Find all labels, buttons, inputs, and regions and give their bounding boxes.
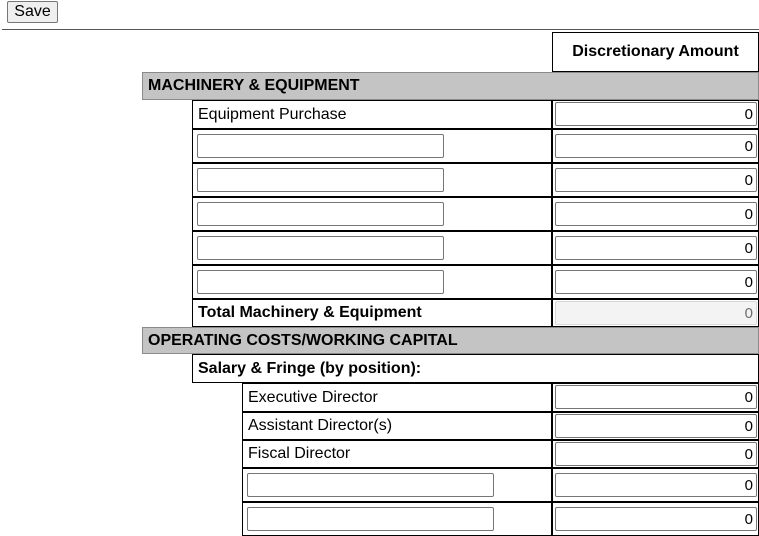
machinery-custom-amount-input[interactable] xyxy=(555,134,757,158)
fiscal-director-amount-input[interactable] xyxy=(555,442,757,466)
save-button[interactable]: Save xyxy=(7,1,58,23)
position-custom-amount-cell xyxy=(552,502,759,536)
divider xyxy=(2,29,759,30)
machinery-custom-name-cell xyxy=(192,197,552,231)
position-custom-amount-cell xyxy=(552,468,759,502)
machinery-custom-name-cell xyxy=(192,129,552,163)
executive-director-amount-input[interactable] xyxy=(555,385,757,409)
equipment-purchase-amount-input[interactable] xyxy=(555,102,757,126)
operating-costs-section-header: OPERATING COSTS/WORKING CAPITAL xyxy=(142,327,759,354)
fiscal-director-amount-cell xyxy=(552,440,759,468)
position-label-executive-director: Executive Director xyxy=(242,383,552,412)
position-custom-name-cell xyxy=(242,502,552,536)
equipment-purchase-label: Equipment Purchase xyxy=(192,100,552,129)
machinery-custom-name-cell xyxy=(192,265,552,299)
machinery-custom-amount-input[interactable] xyxy=(555,236,757,260)
machinery-custom-amount-input[interactable] xyxy=(555,202,757,226)
machinery-custom-name-input[interactable] xyxy=(197,168,444,192)
machinery-custom-amount-input[interactable] xyxy=(555,168,757,192)
assistant-director-amount-input[interactable] xyxy=(555,414,757,438)
machinery-custom-name-cell xyxy=(192,163,552,197)
position-custom-amount-input[interactable] xyxy=(555,473,757,497)
total-machinery-equipment-amount-cell xyxy=(552,299,759,327)
discretionary-amount-header: Discretionary Amount xyxy=(552,32,759,72)
position-label-assistant-director: Assistant Director(s) xyxy=(242,412,552,440)
machinery-custom-amount-cell xyxy=(552,129,759,163)
machinery-custom-name-input[interactable] xyxy=(197,134,444,158)
position-custom-name-input[interactable] xyxy=(247,473,494,497)
assistant-director-amount-cell xyxy=(552,412,759,440)
machinery-custom-name-cell xyxy=(192,231,552,265)
equipment-purchase-amount-cell xyxy=(552,100,759,129)
executive-director-amount-cell xyxy=(552,383,759,412)
machinery-custom-name-input[interactable] xyxy=(197,270,444,294)
machinery-custom-amount-cell xyxy=(552,231,759,265)
machinery-equipment-section-header: MACHINERY & EQUIPMENT xyxy=(142,72,759,100)
machinery-custom-amount-cell xyxy=(552,197,759,231)
machinery-custom-amount-input[interactable] xyxy=(555,270,757,294)
machinery-custom-name-input[interactable] xyxy=(197,202,444,226)
position-custom-amount-input[interactable] xyxy=(555,507,757,531)
machinery-custom-amount-cell xyxy=(552,163,759,197)
salary-fringe-subheader: Salary & Fringe (by position): xyxy=(192,354,759,383)
total-machinery-equipment-label: Total Machinery & Equipment xyxy=(192,299,552,327)
position-label-fiscal-director: Fiscal Director xyxy=(242,440,552,468)
position-custom-name-cell xyxy=(242,468,552,502)
machinery-custom-amount-cell xyxy=(552,265,759,299)
machinery-custom-name-input[interactable] xyxy=(197,236,444,260)
position-custom-name-input[interactable] xyxy=(247,507,494,531)
total-machinery-equipment-amount xyxy=(555,301,757,325)
